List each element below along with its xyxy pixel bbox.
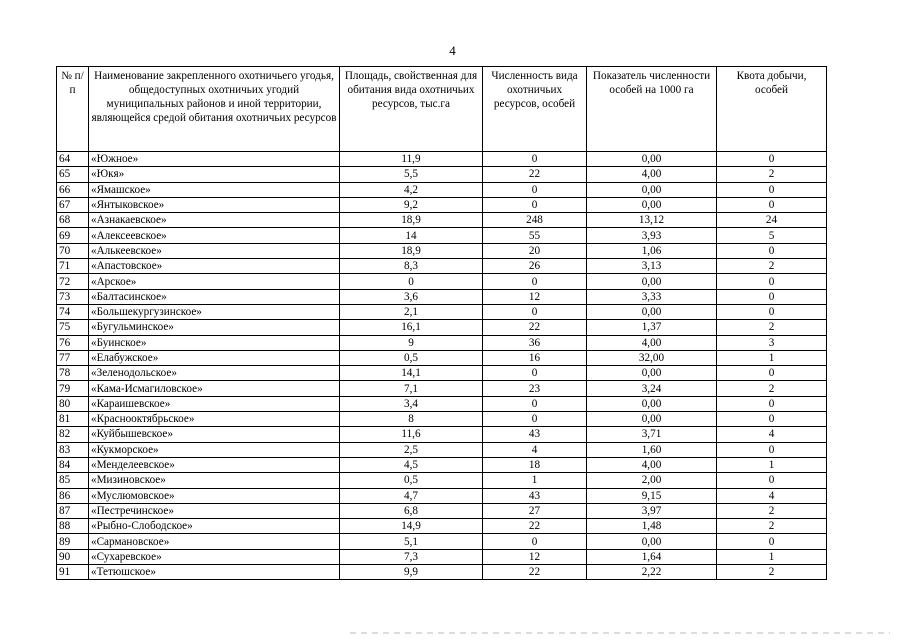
table-row <box>57 182 827 197</box>
cell-area: 18,9 <box>340 213 483 228</box>
cell-name: «Юкя» <box>89 167 340 182</box>
cell-name: «Апастовское» <box>89 259 340 274</box>
cell-num: 83 <box>57 442 89 457</box>
cell-quota: 0 <box>717 274 827 289</box>
cell-area: 11,6 <box>340 427 483 442</box>
cell-density: 0,00 <box>587 396 717 411</box>
cell-density: 4,00 <box>587 457 717 472</box>
cell-num: 84 <box>57 457 89 472</box>
cell-area: 0,5 <box>340 473 483 488</box>
table-row <box>57 396 827 411</box>
cell-num: 75 <box>57 320 89 335</box>
cell-density: 0,00 <box>587 197 717 212</box>
cell-name: «Краснооктябрьское» <box>89 412 340 427</box>
page-number: 4 <box>449 43 456 58</box>
cell-quota: 4 <box>717 488 827 503</box>
cell-name: «Ямашское» <box>89 182 340 197</box>
cell-area: 8 <box>340 412 483 427</box>
cell-name: «Алексеевское» <box>89 228 340 243</box>
header-population: Численность вида охотничьих ресурсов, особей <box>483 67 587 152</box>
cell-quota: 0 <box>717 473 827 488</box>
table-row <box>57 228 827 243</box>
table-body <box>57 152 827 580</box>
cell-density: 0,00 <box>587 366 717 381</box>
cell-num: 76 <box>57 335 89 350</box>
cell-density: 2,00 <box>587 473 717 488</box>
table-row <box>57 167 827 182</box>
cell-num: 80 <box>57 396 89 411</box>
cell-area: 9 <box>340 335 483 350</box>
cell-quota: 0 <box>717 442 827 457</box>
table-row <box>57 197 827 212</box>
header-num: № п/п <box>57 67 89 152</box>
table-row <box>57 350 827 365</box>
cell-density: 4,00 <box>587 167 717 182</box>
table-row <box>57 565 827 580</box>
cell-density: 0,00 <box>587 304 717 319</box>
cell-population: 22 <box>483 519 587 534</box>
table-row <box>57 335 827 350</box>
cell-name: «Сармановское» <box>89 534 340 549</box>
header-name: Наименование закрепленного охотничьего угодья, общедоступных охотничьих угодий муниципальных районов и иной территории, являющейся средой обитания охотничьих ресурсов <box>89 67 340 152</box>
cell-population: 0 <box>483 152 587 167</box>
cell-quota: 0 <box>717 197 827 212</box>
cell-quota: 0 <box>717 152 827 167</box>
table-row <box>57 473 827 488</box>
cell-name: «Мизиновское» <box>89 473 340 488</box>
cell-name: «Рыбно-Слободское» <box>89 519 340 534</box>
cell-area: 6,8 <box>340 503 483 518</box>
cell-quota: 0 <box>717 304 827 319</box>
cell-quota: 0 <box>717 412 827 427</box>
header-quota: Квота добычи, особей <box>717 67 827 152</box>
cell-density: 2,22 <box>587 565 717 580</box>
cell-population: 12 <box>483 289 587 304</box>
cell-population: 4 <box>483 442 587 457</box>
cell-area: 11,9 <box>340 152 483 167</box>
cell-population: 12 <box>483 549 587 564</box>
cell-area: 5,1 <box>340 534 483 549</box>
cell-population: 0 <box>483 534 587 549</box>
cell-population: 0 <box>483 304 587 319</box>
hunting-quota-table <box>56 66 827 580</box>
cell-quota: 1 <box>717 549 827 564</box>
cell-density: 4,00 <box>587 335 717 350</box>
cell-quota: 2 <box>717 519 827 534</box>
cell-density: 1,60 <box>587 442 717 457</box>
cell-density: 3,71 <box>587 427 717 442</box>
table-row <box>57 442 827 457</box>
cell-name: «Азнакаевское» <box>89 213 340 228</box>
cell-area: 4,5 <box>340 457 483 472</box>
cell-area: 2,5 <box>340 442 483 457</box>
cell-area: 3,4 <box>340 396 483 411</box>
cell-name: «Янтыковское» <box>89 197 340 212</box>
cell-population: 248 <box>483 213 587 228</box>
cell-num: 86 <box>57 488 89 503</box>
cell-name: «Южное» <box>89 152 340 167</box>
table-row <box>57 213 827 228</box>
cell-density: 3,97 <box>587 503 717 518</box>
cell-name: «Буинское» <box>89 335 340 350</box>
table-row <box>57 152 827 167</box>
cell-population: 0 <box>483 197 587 212</box>
cell-population: 0 <box>483 274 587 289</box>
cell-density: 32,00 <box>587 350 717 365</box>
cell-density: 9,15 <box>587 488 717 503</box>
cell-num: 71 <box>57 259 89 274</box>
cell-name: «Бугульминское» <box>89 320 340 335</box>
cell-name: «Куйбышевское» <box>89 427 340 442</box>
cell-population: 27 <box>483 503 587 518</box>
cell-num: 90 <box>57 549 89 564</box>
cell-population: 55 <box>483 228 587 243</box>
cell-num: 68 <box>57 213 89 228</box>
cell-name: «Пестречинское» <box>89 503 340 518</box>
cell-name: «Кукморское» <box>89 442 340 457</box>
cell-name: «Елабужское» <box>89 350 340 365</box>
cell-num: 91 <box>57 565 89 580</box>
cell-name: «Менделеевское» <box>89 457 340 472</box>
cell-quota: 2 <box>717 503 827 518</box>
cell-name: «Караишевское» <box>89 396 340 411</box>
cell-num: 69 <box>57 228 89 243</box>
cell-num: 74 <box>57 304 89 319</box>
cell-area: 18,9 <box>340 243 483 258</box>
cell-quota: 2 <box>717 167 827 182</box>
cell-area: 7,1 <box>340 381 483 396</box>
cell-area: 8,3 <box>340 259 483 274</box>
table-row <box>57 289 827 304</box>
cell-name: «Тетюшское» <box>89 565 340 580</box>
cell-num: 89 <box>57 534 89 549</box>
cell-quota: 1 <box>717 457 827 472</box>
cell-name: «Сухаревское» <box>89 549 340 564</box>
cell-density: 1,48 <box>587 519 717 534</box>
cell-quota: 2 <box>717 259 827 274</box>
cell-density: 1,06 <box>587 243 717 258</box>
table-row <box>57 427 827 442</box>
cell-num: 81 <box>57 412 89 427</box>
cell-density: 0,00 <box>587 152 717 167</box>
cell-num: 70 <box>57 243 89 258</box>
cell-area: 14,1 <box>340 366 483 381</box>
cell-area: 14,9 <box>340 519 483 534</box>
cell-area: 16,1 <box>340 320 483 335</box>
cell-population: 22 <box>483 320 587 335</box>
cell-population: 0 <box>483 366 587 381</box>
cell-density: 1,37 <box>587 320 717 335</box>
table-row <box>57 243 827 258</box>
cell-quota: 2 <box>717 320 827 335</box>
cell-num: 66 <box>57 182 89 197</box>
cell-population: 43 <box>483 427 587 442</box>
table-row <box>57 381 827 396</box>
cell-population: 20 <box>483 243 587 258</box>
cell-population: 22 <box>483 167 587 182</box>
cell-area: 2,1 <box>340 304 483 319</box>
cell-quota: 2 <box>717 565 827 580</box>
cell-density: 3,24 <box>587 381 717 396</box>
cell-name: «Муслюмовское» <box>89 488 340 503</box>
cell-population: 43 <box>483 488 587 503</box>
cell-num: 67 <box>57 197 89 212</box>
cell-area: 4,7 <box>340 488 483 503</box>
cell-quota: 0 <box>717 182 827 197</box>
table-row <box>57 549 827 564</box>
cell-num: 78 <box>57 366 89 381</box>
table-row <box>57 488 827 503</box>
table-row <box>57 503 827 518</box>
header-area: Площадь, свойственная для обитания вида охотничьих ресурсов, тыс.га <box>340 67 483 152</box>
cell-density: 0,00 <box>587 182 717 197</box>
cell-density: 0,00 <box>587 274 717 289</box>
cell-quota: 1 <box>717 350 827 365</box>
cell-quota: 0 <box>717 243 827 258</box>
cell-area: 4,2 <box>340 182 483 197</box>
cell-density: 0,00 <box>587 534 717 549</box>
cell-density: 13,12 <box>587 213 717 228</box>
cell-num: 79 <box>57 381 89 396</box>
cell-quota: 24 <box>717 213 827 228</box>
cell-quota: 0 <box>717 396 827 411</box>
cell-quota: 0 <box>717 289 827 304</box>
table-row <box>57 457 827 472</box>
cell-num: 82 <box>57 427 89 442</box>
cell-population: 23 <box>483 381 587 396</box>
cell-population: 0 <box>483 412 587 427</box>
cell-num: 88 <box>57 519 89 534</box>
cell-area: 3,6 <box>340 289 483 304</box>
cell-population: 18 <box>483 457 587 472</box>
cell-density: 0,00 <box>587 412 717 427</box>
cell-population: 16 <box>483 350 587 365</box>
cell-num: 72 <box>57 274 89 289</box>
cell-density: 3,13 <box>587 259 717 274</box>
table-row <box>57 274 827 289</box>
table-row <box>57 519 827 534</box>
table-row <box>57 366 827 381</box>
table-row <box>57 534 827 549</box>
table-row <box>57 412 827 427</box>
cell-quota: 0 <box>717 534 827 549</box>
cell-density: 3,93 <box>587 228 717 243</box>
cell-quota: 4 <box>717 427 827 442</box>
table-row <box>57 304 827 319</box>
table-row <box>57 320 827 335</box>
cell-name: «Кама-Исмагиловское» <box>89 381 340 396</box>
cell-area: 14 <box>340 228 483 243</box>
table-header-row <box>57 67 827 152</box>
table-row <box>57 259 827 274</box>
cell-quota: 5 <box>717 228 827 243</box>
cell-population: 0 <box>483 396 587 411</box>
cell-quota: 2 <box>717 381 827 396</box>
cell-area: 9,9 <box>340 565 483 580</box>
cell-num: 65 <box>57 167 89 182</box>
scan-artifact-line <box>350 632 890 634</box>
cell-density: 3,33 <box>587 289 717 304</box>
cell-density: 1,64 <box>587 549 717 564</box>
cell-area: 0,5 <box>340 350 483 365</box>
cell-name: «Арское» <box>89 274 340 289</box>
cell-population: 1 <box>483 473 587 488</box>
cell-num: 73 <box>57 289 89 304</box>
cell-name: «Большекургузинское» <box>89 304 340 319</box>
header-density: Показатель численности особей на 1000 га <box>587 67 717 152</box>
cell-num: 64 <box>57 152 89 167</box>
cell-population: 0 <box>483 182 587 197</box>
cell-num: 77 <box>57 350 89 365</box>
cell-name: «Алькеевское» <box>89 243 340 258</box>
cell-quota: 3 <box>717 335 827 350</box>
cell-num: 87 <box>57 503 89 518</box>
cell-name: «Зеленодольское» <box>89 366 340 381</box>
cell-population: 22 <box>483 565 587 580</box>
cell-quota: 0 <box>717 366 827 381</box>
cell-population: 36 <box>483 335 587 350</box>
cell-area: 7,3 <box>340 549 483 564</box>
cell-num: 85 <box>57 473 89 488</box>
cell-name: «Балтасинское» <box>89 289 340 304</box>
cell-area: 5,5 <box>340 167 483 182</box>
cell-population: 26 <box>483 259 587 274</box>
cell-area: 9,2 <box>340 197 483 212</box>
cell-area: 0 <box>340 274 483 289</box>
